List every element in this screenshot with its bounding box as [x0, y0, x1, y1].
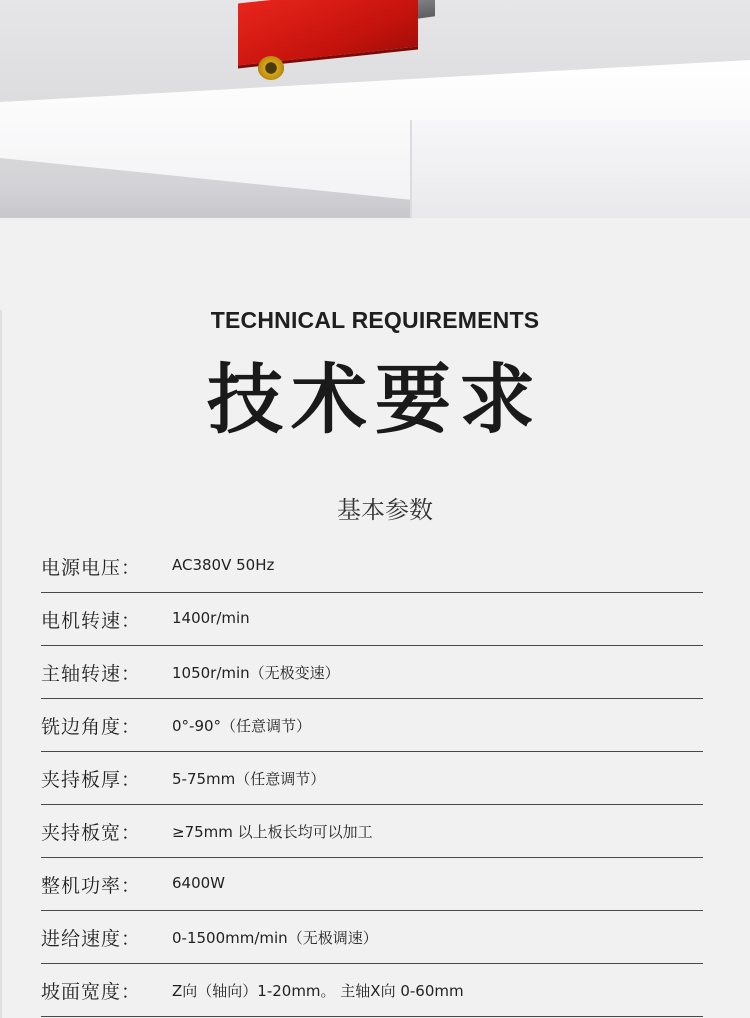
spec-value: 1050r/min（无极变速） [172, 664, 340, 682]
spec-table [41, 540, 703, 1017]
section-title-en: TECHNICAL REQUIREMENTS [210, 307, 540, 333]
spec-row-voltage [41, 540, 703, 593]
spec-value: 0-1500mm/min（无极调速） [172, 929, 378, 947]
spec-value: 6400W [172, 874, 226, 892]
spec-row-feed-speed [41, 911, 703, 964]
spec-label: 铣边角度： [41, 716, 142, 738]
spec-label: 夹持板厚： [41, 769, 142, 791]
spec-row-clamp-width [41, 805, 703, 858]
spec-row-clamp-thickness [41, 752, 703, 805]
spec-row-power [41, 858, 703, 911]
photo-table-front [410, 120, 750, 218]
photo-wheel [258, 56, 284, 80]
spec-row-spindle-speed [41, 646, 703, 699]
spec-value: 5-75mm（任意调节） [172, 770, 326, 788]
spec-row-milling-angle [41, 699, 703, 752]
product-photo [0, 0, 750, 218]
spec-value: 1400r/min [172, 609, 250, 627]
spec-row-bevel-width [41, 964, 703, 1017]
spec-value: Z向（轴向）1-20mm。 主轴X向 0-60mm [172, 982, 464, 1000]
spec-label: 进给速度： [41, 928, 142, 950]
spec-value: ≥75mm 以上板长均可以加工 [172, 823, 373, 841]
spec-label: 坡面宽度： [41, 981, 142, 1003]
spec-label: 整机功率： [41, 875, 142, 897]
spec-label: 电源电压： [41, 557, 142, 579]
section-title-cn: 技术要求 [207, 355, 543, 444]
spec-row-motor-speed [41, 593, 703, 646]
spec-label: 电机转速： [41, 610, 142, 632]
spec-value: AC380V 50Hz [172, 556, 275, 574]
section-subtitle: 基本参数 [337, 496, 433, 524]
spec-value: 0°-90°（任意调节） [172, 717, 312, 735]
spec-label: 主轴转速： [41, 663, 142, 685]
spec-label: 夹持板宽： [41, 822, 142, 844]
